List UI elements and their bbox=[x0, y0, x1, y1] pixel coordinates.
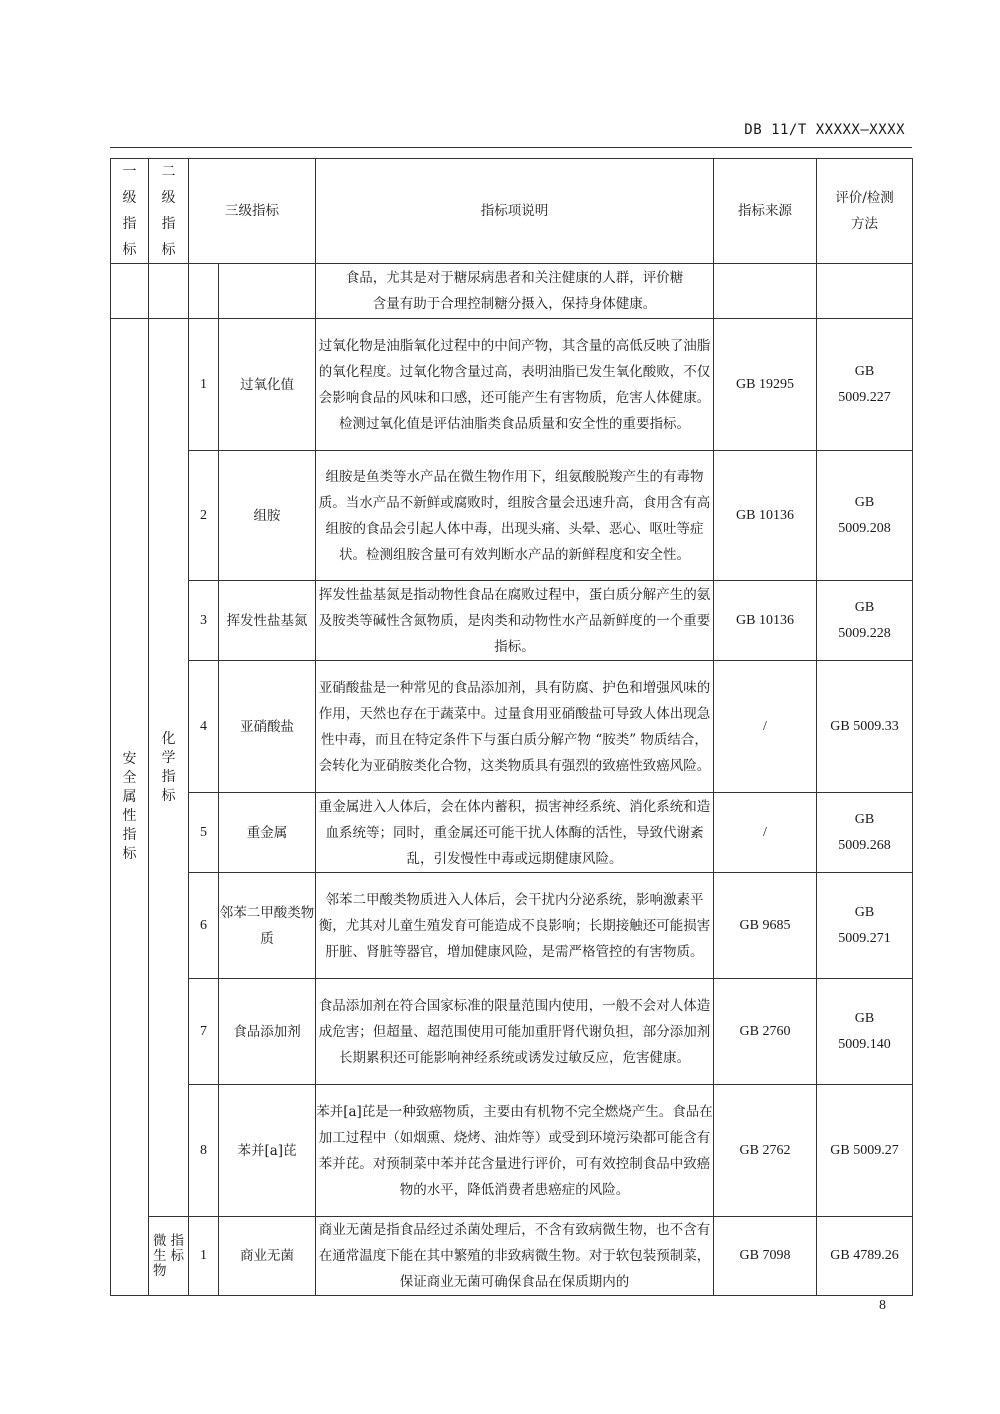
indicator-method: GB 5009.208 bbox=[817, 451, 913, 581]
page-number: 8 bbox=[879, 1298, 886, 1313]
table-row bbox=[111, 319, 913, 451]
row-number: 6 bbox=[189, 873, 219, 979]
indicator-name: 挥发性盐基氮 bbox=[219, 581, 316, 661]
indicator-description: 重金属进入人体后，会在体内蓄积，损害神经系统、消化系统和造血系统等；同时，重金属还可能干扰人体酶的活性，导致代谢紊乱，引发慢性中毒或远期健康风险。 bbox=[316, 793, 714, 873]
row-number: 4 bbox=[189, 661, 219, 793]
row-number: 3 bbox=[189, 581, 219, 661]
header-method bbox=[817, 159, 913, 264]
header-source: 指标来源 bbox=[714, 159, 817, 264]
header-rule bbox=[110, 147, 912, 148]
table-header-row bbox=[111, 159, 913, 264]
level2-micro-cell bbox=[149, 1217, 189, 1296]
table-row bbox=[111, 979, 913, 1085]
header-method-line2: 方法 bbox=[851, 216, 878, 232]
indicator-method: GB 4789.26 bbox=[817, 1217, 913, 1296]
indicator-description: 邻苯二甲酸类物质进入人体后，会干扰内分泌系统，影响激素平衡，尤其对儿童生殖发育可能造成不良影响；长期接触还可能损害肝脏、肾脏等器官，增加健康风险，是需严格管控的有害物质。 bbox=[316, 873, 714, 979]
indicator-source: / bbox=[714, 661, 817, 793]
level1-safety-cell bbox=[111, 319, 149, 1296]
header-level1-text: 一 级 指 标 bbox=[122, 164, 137, 258]
row-number: 1 bbox=[189, 319, 219, 451]
indicator-method: GB 5009.27 bbox=[817, 1085, 913, 1217]
indicator-source: GB 10136 bbox=[714, 451, 817, 581]
indicator-source: GB 7098 bbox=[714, 1217, 817, 1296]
indicator-description: 苯并[a]芘是一种致癌物质，主要由有机物不完全燃烧产生。食品在加工过程中（如烟熏、烧烤、油炸等）或受到环境污染都可能含有苯并芘。对预制菜中苯并芘含量进行评价，可有效控制食品中致癌物的水平，降低消费者患癌症的风险。 bbox=[316, 1085, 714, 1217]
continuation-description: 食品，尤其是对于糖尿病患者和关注健康的人群，评价糖 含量有助于合理控制糖分摄入，保持身体健康。 bbox=[316, 264, 714, 319]
table-row bbox=[111, 793, 913, 873]
indicator-description: 过氧化物是油脂氧化过程中的中间产物，其含量的高低反映了油脂的氧化程度。过氧化物含量过高，表明油脂已发生氧化酸败，不仅会影响食品的风味和口感，还可能产生有害物质，危害人体健康。检测过氧化值是评估油脂类食品质量和安全性的重要指标。 bbox=[316, 319, 714, 451]
table-row bbox=[111, 873, 913, 979]
indicator-source: GB 2760 bbox=[714, 979, 817, 1085]
level1-safety-label: 安 全 属 性 指 标 bbox=[122, 751, 137, 862]
table-row bbox=[111, 1085, 913, 1217]
table-row bbox=[111, 1217, 913, 1296]
indicator-name: 过氧化值 bbox=[219, 319, 316, 451]
indicator-source: GB 10136 bbox=[714, 581, 817, 661]
header-level3: 三级指标 bbox=[189, 159, 316, 264]
indicator-method: GB 5009.228 bbox=[817, 581, 913, 661]
indicator-name: 重金属 bbox=[219, 793, 316, 873]
indicator-name: 组胺 bbox=[219, 451, 316, 581]
table-row bbox=[111, 581, 913, 661]
indicator-name: 亚硝酸盐 bbox=[219, 661, 316, 793]
header-level2 bbox=[149, 159, 189, 264]
indicator-method: GB 5009.227 bbox=[817, 319, 913, 451]
indicator-name: 邻苯二甲酸类物质 bbox=[219, 873, 316, 979]
level2-micro-label-left: 指 标 bbox=[170, 1232, 184, 1264]
indicator-description: 食品添加剂在符合国家标准的限量范围内使用，一般不会对人体造成危害；但超量、超范围使用可能加重肝肾代谢负担，部分添加剂长期累积还可能影响神经系统或诱发过敏反应，危害健康。 bbox=[316, 979, 714, 1085]
indicator-name: 食品添加剂 bbox=[219, 979, 316, 1085]
level2-micro-label-right: 微 生 物 bbox=[153, 1232, 167, 1279]
indicator-table bbox=[110, 158, 913, 1296]
indicator-description: 挥发性盐基氮是指动物性食品在腐败过程中，蛋白质分解产生的氨及胺类等碱性含氮物质，是肉类和动物性水产品新鲜度的一个重要指标。 bbox=[316, 581, 714, 661]
indicator-name: 商业无菌 bbox=[219, 1217, 316, 1296]
header-description: 指标项说明 bbox=[316, 159, 714, 264]
indicator-method: GB 5009.271 bbox=[817, 873, 913, 979]
indicator-description: 商业无菌是指食品经过杀菌处理后，不含有致病微生物，也不含有在通常温度下能在其中繁殖的非致病微生物。对于软包装预制菜，保证商业无菌可确保食品在保质期内的 bbox=[316, 1217, 714, 1296]
level2-chemical-label: 化 学 指 标 bbox=[161, 730, 176, 804]
header-level2-text: 二 级 指 标 bbox=[161, 164, 176, 258]
indicator-source: GB 2762 bbox=[714, 1085, 817, 1217]
table-row bbox=[111, 451, 913, 581]
indicator-description: 亚硝酸盐是一种常见的食品添加剂，具有防腐、护色和增强风味的作用，天然也存在于蔬菜中。过量食用亚硝酸盐可导致人体出现急性中毒，而且在特定条件下与蛋白质分解产物 “胺类” 物质结合，会转化为亚硝胺类化合物，这类物质具有强烈的致癌性致癌风险。 bbox=[316, 661, 714, 793]
indicator-method: GB 5009.33 bbox=[817, 661, 913, 793]
indicator-source: GB 19295 bbox=[714, 319, 817, 451]
indicator-source: / bbox=[714, 793, 817, 873]
row-number: 7 bbox=[189, 979, 219, 1085]
header-method-line1: 评价/检测 bbox=[835, 190, 894, 206]
indicator-description: 组胺是鱼类等水产品在微生物作用下，组氨酸脱羧产生的有毒物质。当水产品不新鲜或腐败时，组胺含量会迅速升高，食用含有高组胺的食品会引起人体中毒，出现头痛、头晕、恶心、呕吐等症状。检测组胺含量可有效判断水产品的新鲜程度和安全性。 bbox=[316, 451, 714, 581]
row-number: 8 bbox=[189, 1085, 219, 1217]
table-row bbox=[111, 661, 913, 793]
row-number: 5 bbox=[189, 793, 219, 873]
indicator-name: 苯并[a]芘 bbox=[219, 1085, 316, 1217]
document-code: DB 11/T XXXXX—XXXX bbox=[744, 122, 905, 138]
indicator-method: GB 5009.268 bbox=[817, 793, 913, 873]
continuation-row bbox=[111, 264, 913, 319]
header-level1 bbox=[111, 159, 149, 264]
indicator-source: GB 9685 bbox=[714, 873, 817, 979]
level2-chemical-cell bbox=[149, 319, 189, 1217]
indicator-method: GB 5009.140 bbox=[817, 979, 913, 1085]
row-number: 2 bbox=[189, 451, 219, 581]
row-number: 1 bbox=[189, 1217, 219, 1296]
